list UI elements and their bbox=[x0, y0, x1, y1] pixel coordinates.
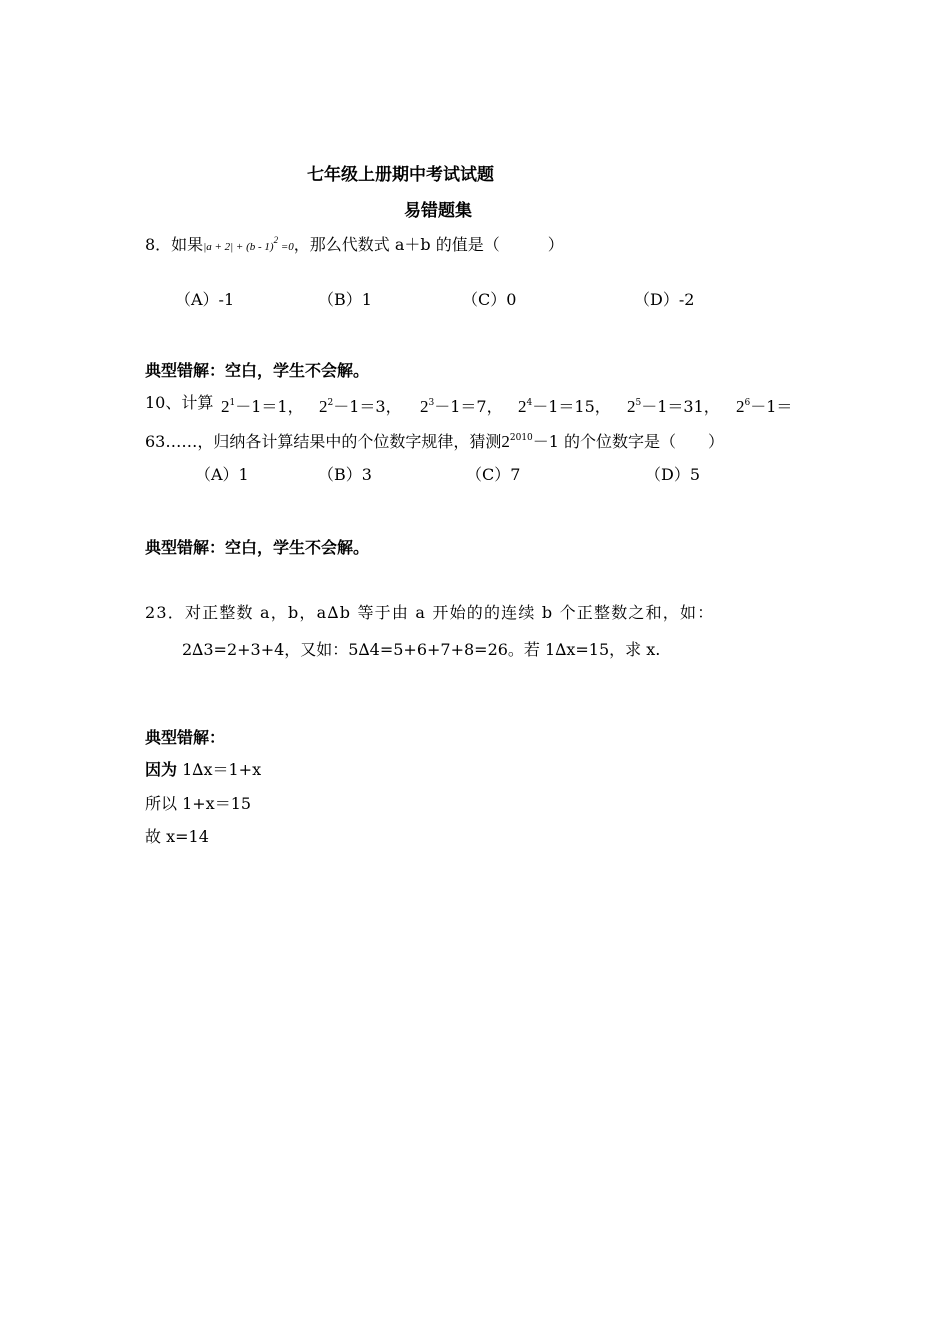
q10-prefix: 10、计算 bbox=[145, 393, 214, 412]
q10-term-3: $2^3-1=7$， bbox=[420, 397, 503, 416]
error-solution-line-1: 因为 1∆x＝1+x bbox=[145, 760, 262, 779]
q8-option-b: （B）1 bbox=[318, 290, 372, 309]
page-subtitle: 易错题集 bbox=[404, 201, 472, 221]
question-8 bbox=[145, 230, 564, 257]
q23-line-1: 23．对正整数 a，b，a∆b 等于由 a 开始的的连续 b 个正整数之和，如： bbox=[145, 603, 715, 622]
typical-error-3-heading: 典型错解： bbox=[145, 728, 226, 747]
typical-error-1: 典型错解：空白，学生不会解。 bbox=[145, 361, 370, 380]
q8-option-a: （A）-1 bbox=[175, 290, 235, 309]
q8-suffix: ，那么代数式 a＋b 的值是（ ） bbox=[293, 235, 564, 254]
q10-term-6: $2^6-1=$ bbox=[736, 397, 793, 416]
q10-line-2: 63……，归纳各计算结果中的个位数字规律，猜测$2^{2010}-1$ 的个位数字是（ ） bbox=[145, 432, 725, 451]
q10-term-4: $2^4-1=15$， bbox=[518, 397, 611, 416]
q10-option-d: （D）5 bbox=[645, 465, 701, 484]
q10-option-a: （A）1 bbox=[195, 465, 249, 484]
typical-error-2: 典型错解：空白，学生不会解。 bbox=[145, 538, 370, 557]
q8-prefix: 8．如果 bbox=[145, 235, 204, 254]
q8-option-d: （D）-2 bbox=[634, 290, 695, 309]
q10-term-5: $2^5-1=31$， bbox=[627, 397, 720, 416]
q23-line-2: 2∆3=2+3+4，又如：5∆4=5+6+7+8=26。若 1∆x=15，求 x. bbox=[182, 640, 661, 659]
error-solution-line-2: 所以 1+x＝15 bbox=[145, 794, 252, 813]
q8-formula: |a + 2| + (b - 1)$^2$ =0 bbox=[203, 235, 294, 253]
q10-term-1: $2^1-1=1$， bbox=[221, 397, 304, 416]
page-title: 七年级上册期中考试试题 bbox=[307, 165, 494, 185]
q10-option-c: （C）7 bbox=[466, 465, 521, 484]
error-solution-line-3: 故 x=14 bbox=[145, 827, 209, 846]
q10-option-b: （B）3 bbox=[318, 465, 372, 484]
q10-term-2: $2^2-1=3$， bbox=[319, 397, 402, 416]
q8-option-c: （C）0 bbox=[462, 290, 517, 309]
